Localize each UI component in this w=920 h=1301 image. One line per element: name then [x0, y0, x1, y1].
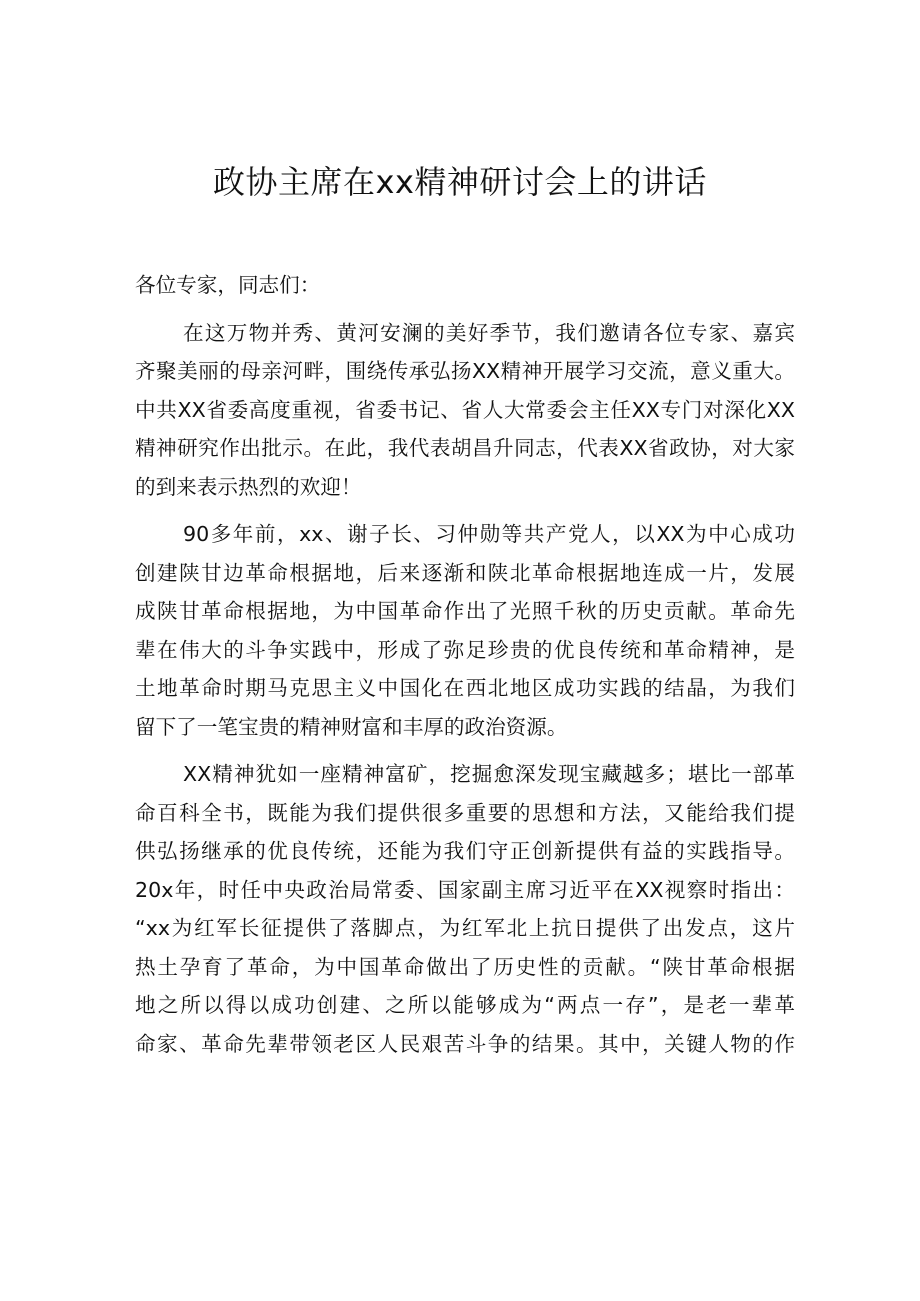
paragraph-line: 辈在伟大的斗争实践中，形成了弥足珍贵的优良传统和革命精神，是	[135, 637, 795, 662]
paragraph-line: 命家、革命先辈带领老区人民艰苦斗争的结果。其中，关键人物的作	[135, 1031, 795, 1056]
paragraph-line: 供弘扬继承的优良传统，还能为我们守正创新提供有益的实践指导。	[135, 839, 795, 863]
paragraph-line: 地之所以得以成功创建、之所以能够成为“两点一存”，是老一辈革	[135, 993, 795, 1017]
paragraph-line: 在这万物并秀、黄河安澜的美好季节，我们邀请各位专家、嘉宾	[183, 320, 795, 345]
paragraph-line: XX精神犹如一座精神富矿，挖掘愈深发现宝藏越多；堪比一部革	[183, 762, 795, 786]
paragraph-line: 90多年前，xx、谢子长、习仲勋等共产党人，以XX为中心成功	[183, 522, 795, 546]
paragraph-line: 土地革命时期马克思主义中国化在西北地区成功实践的结晶，为我们	[135, 676, 795, 700]
document-title: 政协主席在xx精神研讨会上的讲话	[213, 163, 707, 201]
paragraph-2	[135, 515, 795, 746]
paragraph-line: 的到来表示热烈的欢迎！	[135, 474, 362, 499]
paragraph-line: “xx为红军长征提供了落脚点，为红军北上抗日提供了出发点，这片	[135, 916, 795, 940]
paragraph-line: 齐聚美丽的母亲河畔，围绕传承弘扬XX精神开展学习交流，意义重大。	[135, 359, 795, 383]
paragraph-line: 20x年，时任中央政治局常委、国家副主席习近平在XX视察时指出：	[135, 877, 795, 902]
paragraph-line: 精神研究作出批示。在此，我代表胡昌升同志，代表XX省政协，对大家	[135, 436, 795, 460]
paragraph-1	[135, 314, 795, 507]
paragraph-line: 命百科全书，既能为我们提供很多重要的思想和方法，又能给我们提	[135, 800, 795, 825]
paragraph-3	[135, 755, 795, 1063]
paragraph-line: 热土孕育了革命，为中国革命做出了历史性的贡献。“陕甘革命根据	[135, 954, 795, 979]
salutation: 各位专家，同志们：	[135, 273, 321, 297]
paragraph-line: 成陕甘革命根据地，为中国革命作出了光照千秋的历史贡献。革命先	[135, 599, 795, 623]
paragraph-line: 中共XX省委高度重视，省委书记、省人大常委会主任XX专门对深化XX	[135, 397, 795, 422]
paragraph-line: 留下了一笔宝贵的精神财富和丰厚的政治资源。	[135, 714, 568, 739]
document-body	[135, 266, 795, 1063]
paragraph-line: 创建陕甘边革命根据地，后来逐渐和陕北革命根据地连成一片，发展	[135, 560, 795, 585]
